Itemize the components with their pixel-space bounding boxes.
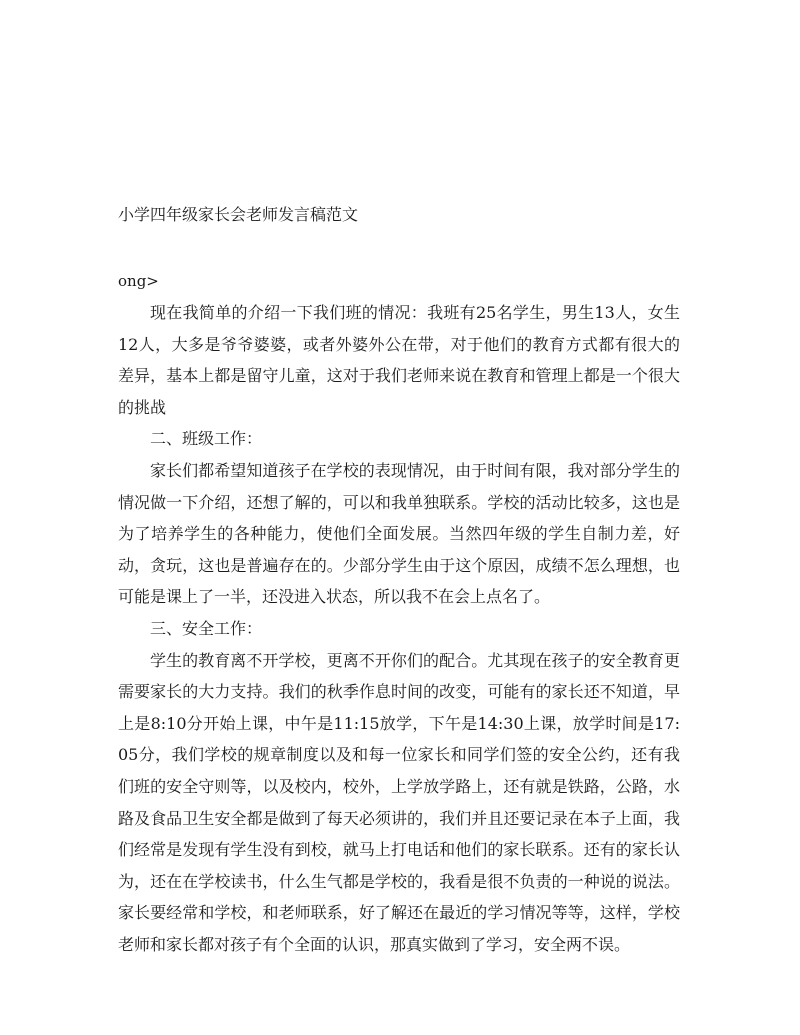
section-heading-safety: 三、安全工作： xyxy=(150,618,263,638)
stray-text: ong> xyxy=(118,272,159,290)
paragraph-safety: 学生的教育离不开学校，更离不开你们的配合。尤其现在孩子的安全教育更需要家长的大力支持。我们的秋季作息时间的改变，可能有的家长还不知道，早上是8:10分开始上课，中午是11:15放学，下午是14:30上课，放学时间是17:05分，我们学校的规章制度以及和每一位家长和同学们签的安全公约，还有我们班的安全守则等，以及校内，校外，上学放学路上，还有就是铁路，公路，水路及食品卫生安全都是做到了每天必须讲的，我们并且还要记录在本子上面，我们经常是发现有学生没有到校，就马上打电话和他们的家长联系。还有的家长认为，还在在学校读书，什么生气都是学校的，我看是很不负责的一种说的说法。家长要经常和学校，和老师联系，好了解还在最近的学习情况等等，这样，学校老师和家长都对孩子有个全面的认识，那真实做到了学习，安全两不误。 xyxy=(118,650,680,954)
paragraph-class-overview: 现在我简单的介绍一下我们班的情况：我班有25名学生，男生13人，女生12人，大多是爷爷婆婆，或者外婆外公在带，对于他们的教育方式都有很大的差异，基本上都是留守儿童，这对于我们老师来说在教育和管理上都是一个很大的挑战 xyxy=(118,303,680,417)
document-body xyxy=(118,297,680,960)
section-heading-class-work: 二、班级工作： xyxy=(150,429,263,449)
paragraph-class-work: 家长们都希望知道孩子在学校的表现情况，由于时间有限，我对部分学生的情况做一下介绍，还想了解的，可以和我单独联系。学校的活动比较多，这也是为了培养学生的各种能力，使他们全面发展。当然四年级的学生自制力差，好动，贪玩，这也是普遍存在的。少部分学生由于这个原因，成绩不怎么理想，也可能是课上了一半，还没进入状态，所以我不在会上点名了。 xyxy=(118,460,680,607)
document-title: 小学四年级家长会老师发言稿范文 xyxy=(118,205,359,224)
